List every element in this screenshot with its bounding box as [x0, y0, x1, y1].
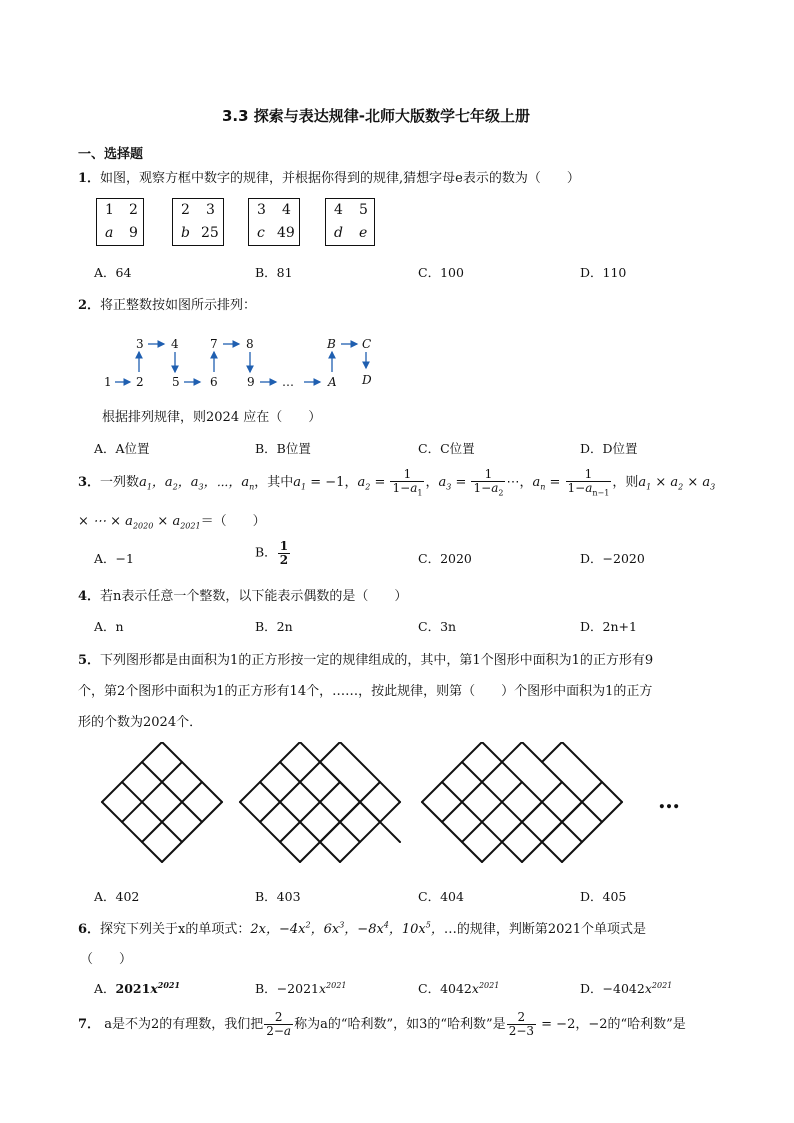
fig-label-5: 5	[172, 375, 180, 389]
question-4	[78, 585, 407, 604]
math-fraction: $\frac{1}{1-a_{n-1}}$	[567, 467, 610, 497]
fig-label-2: 2	[136, 375, 144, 389]
q3-option-a[interactable]: A．−1	[94, 551, 134, 566]
number-box-4: 4 5 d e	[325, 198, 375, 246]
q6-option-b[interactable]: B．$-2021x^{2021}$	[255, 980, 347, 996]
q6-option-a[interactable]: A．$2021x^{2021}$	[94, 979, 181, 996]
question-number: 5．	[78, 653, 101, 668]
q1-option-a[interactable]: A．64	[94, 265, 132, 280]
question-6: 6．探究下列关于x的单项式：2x，$-4x^2$，$6x^3$，$-8x^4$，$10x^5$，…的规律，判断第2021个单项式是	[78, 920, 646, 937]
q2-option-d[interactable]: D．D位置	[580, 441, 638, 456]
number-box-1: 1 2 a 9	[96, 198, 144, 246]
question-text: 如图，观察方框中数字的规律，并根据你得到的规律,猜想字母e表示的数为（ ）	[100, 171, 580, 186]
q5-option-d[interactable]: D．405	[580, 889, 627, 904]
q3-option-d[interactable]: D．−2020	[580, 551, 645, 566]
pattern-figure-1	[102, 742, 222, 862]
q4-option-b[interactable]: B．2n	[255, 619, 293, 634]
math-monomials: 2x，$-4x^2$，$6x^3$，$-8x^4$，$10x^5$，	[250, 920, 444, 937]
question-5	[78, 649, 653, 668]
question-text: 下列图形都是由面积为1的正方形按一定的规律组成的，其中，第1个图形中面积为1的正方形有9	[100, 653, 654, 668]
question-2	[78, 294, 256, 313]
number-box-2: 2 3 b 25	[172, 198, 224, 246]
fig-label-9: 9	[247, 375, 255, 389]
question-number: 3．	[78, 475, 101, 491]
question-1	[78, 167, 580, 186]
question-number: 1．	[78, 171, 101, 186]
fig-label-b: B	[327, 337, 336, 351]
question-2-subtext: 根据排列规律，则2024 应在（ ）	[102, 410, 322, 425]
q4-option-a[interactable]: A．n	[94, 619, 124, 634]
pattern-figure-3	[422, 742, 622, 862]
question-3: 3．一列数$a_1$，$a_2$，$a_3$，⋯，$a_n$，其中$a_1 = -1$，$a_2$ = $\frac{1}{1-a_1}$ ，$a_3$ = $\frac{1}{1-a_2}$ ⋯，$a_n$ = $\frac{1}{1-a_{n-1}}$ ，则$a_1 \times a_2 \times a_3$	[78, 467, 716, 497]
q5-option-a[interactable]: A．402	[94, 889, 140, 904]
question-text: 将正整数按如图所示排列：	[100, 298, 257, 313]
q4-option-d[interactable]: D．2n+1	[580, 619, 637, 634]
q2-option-c[interactable]: C．C位置	[418, 441, 475, 456]
q3-option-c[interactable]: C．2020	[418, 551, 472, 566]
fig-label-a: A	[328, 375, 337, 389]
q5-option-c[interactable]: C．404	[418, 889, 464, 904]
q3-option-b[interactable]: B． $\frac{1}{2}$	[255, 539, 289, 567]
q1-option-c[interactable]: C．100	[418, 265, 464, 280]
number-box-3: 3 4 c 49	[248, 198, 300, 246]
math-fraction: $\frac{2}{2-a}$	[266, 1010, 292, 1038]
math-a1: $a_1$	[293, 475, 307, 492]
math-sequence: $a_1$，$a_2$，$a_3$，⋯，$a_n$	[139, 475, 255, 492]
q1-option-d[interactable]: D．110	[580, 265, 627, 280]
question-number: 2．	[78, 298, 101, 313]
number-arrangement-figure	[98, 332, 388, 392]
question-number: 7．	[78, 1017, 101, 1032]
fig-label-1: 1	[104, 375, 112, 389]
question-5-line3: 形的个数为2024个．	[78, 715, 203, 730]
q1-option-b[interactable]: B．81	[255, 265, 293, 280]
math-fraction: $\frac{1}{1-a_1}$	[392, 467, 423, 497]
math-fraction: $\frac{1}{1-a_2}$	[473, 467, 504, 497]
fig-label-ellipsis: …	[282, 375, 294, 389]
q2-option-b[interactable]: B．B位置	[255, 441, 311, 456]
question-number: 6．	[78, 922, 101, 937]
question-7: 7． a是不为2的有理数，我们把 $\frac{2}{2-a}$ 称为a的“哈利数”，如3的“哈利数”是 $\frac{2}{2-3}$ = −2，−2的“哈利数”是	[78, 1010, 686, 1038]
fig-label-3: 3	[136, 337, 144, 351]
q5-option-b[interactable]: B．403	[255, 889, 301, 904]
question-text: 若n表示任意一个整数，以下能表示偶数的是（ ）	[100, 589, 408, 604]
q6-option-d[interactable]: D．$-4042x^{2021}$	[580, 980, 673, 996]
fig-label-4: 4	[171, 337, 179, 351]
pattern-figure-2	[240, 742, 400, 862]
fraction-one-half: $\frac{1}{2}$	[279, 539, 289, 567]
question-5-line2: 个，第2个图形中面积为1的正方形有14个，……，按此规律，则第（ ）个图形中面积为1的正方	[78, 684, 653, 699]
question-number: 4．	[78, 589, 101, 604]
page-title: 3.3 探索与表达规律-北师大版数学七年级上册	[222, 107, 531, 125]
fig-label-c: C	[362, 337, 372, 351]
section-heading: 一、选择题	[78, 147, 144, 162]
math-fraction: $\frac{2}{2-3}$	[508, 1010, 535, 1038]
question-6-line2: （ ）	[80, 952, 133, 967]
fig-label-7: 7	[210, 337, 218, 351]
fig-label-d: D	[362, 373, 372, 387]
pattern-ellipsis: …	[658, 788, 680, 814]
fig-label-8: 8	[246, 337, 254, 351]
square-pattern-figure	[100, 742, 700, 864]
q6-option-c[interactable]: C．$4042x^{2021}$	[418, 980, 500, 996]
fig-label-6: 6	[210, 375, 218, 389]
q2-option-a[interactable]: A．A位置	[94, 441, 150, 456]
question-3-line2: × ⋯ × $a_{2020} \times a_{2021}=$（ ）	[78, 514, 266, 531]
q4-option-c[interactable]: C．3n	[418, 619, 457, 634]
